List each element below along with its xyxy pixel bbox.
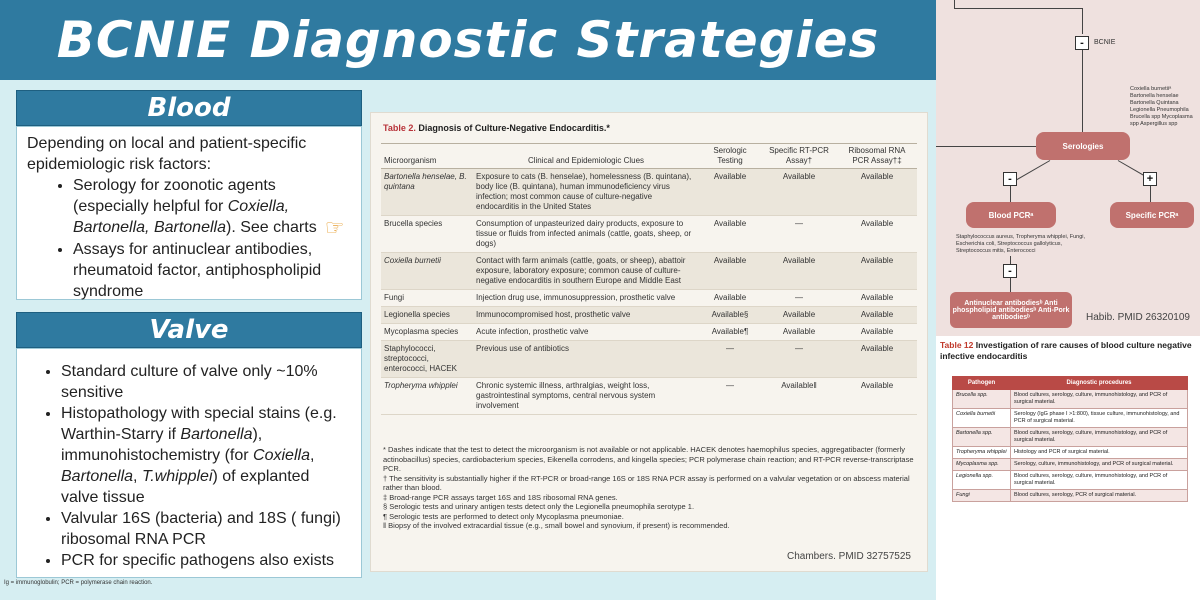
table12-figure [936, 336, 1200, 600]
table2-cell-organism: Mycoplasma species [381, 324, 473, 341]
table2-cell-serologic: — [699, 378, 761, 415]
table2-cell-organism: Brucella species [381, 216, 473, 253]
table12-cell-procedure: Histology and PCR of surgical material. [1011, 447, 1188, 459]
table12-cell-pathogen: Brucella spp. [953, 390, 1011, 409]
table2-cell-ribosomal: Available [837, 290, 917, 307]
table2-col-header: Ribosomal RNA PCR Assay†‡ [837, 144, 917, 169]
flow-connector [954, 8, 1082, 9]
table2-cell-ribosomal: Available [837, 216, 917, 253]
bcnie-label: BCNIE [1094, 39, 1116, 46]
table12-cell-pathogen: Legionella spp. [953, 471, 1011, 490]
table2-cell-organism: Fungi [381, 290, 473, 307]
flow-connector [1082, 8, 1083, 34]
table2-cell-ribosomal: Available [837, 307, 917, 324]
blood-intro: Depending on local and patient-specific epidemiologic risk factors: [27, 135, 307, 173]
table2 [381, 143, 917, 415]
flowchart-figure [936, 0, 1200, 336]
table12-cell-procedure: Serology (IgG phase I >1:800), tissue culture, immunohistology, and PCR of surgical material. [1011, 409, 1188, 428]
blood-panel [16, 126, 362, 300]
table2-cell-ribosomal: Available [837, 341, 917, 378]
table12-number: Table 12 [940, 340, 974, 350]
table2-cell-clue: Exposure to cats (B. henselae), homelessness (B. quintana), body lice (B. quintana), human immunodeficiency virus infection; most common cause of culture-negative endocarditis in the United States [473, 169, 699, 216]
table12-cell-procedure: Blood cultures, serology, culture, immunohistology, and PCR of surgical material. [1011, 428, 1188, 447]
blood-item-text: ). See charts [225, 219, 317, 237]
flow-connector [954, 0, 955, 8]
table12 [952, 376, 1188, 502]
flow-connector [1010, 186, 1011, 202]
table2-cell-rtpcr: Available [761, 324, 837, 341]
table2-footnote: * Dashes indicate that the test to detect the microorganism is not available or not applicable. HACEK denotes haemophilus species, aggregatibacter (formerly actinobacillus) species, cardiobacterium species, Eikenella corrodens, and kingella species; PCR polymerase chain reaction; and RT-PCR reverse-transcriptase PCR. [383, 445, 914, 473]
pointing-hand-icon: ☞ [324, 215, 345, 240]
table2-cell-ribosomal: Available [837, 253, 917, 290]
blood-item-serology [73, 175, 351, 239]
flow-connector [1010, 278, 1011, 292]
blood-heading-text: Blood [147, 93, 231, 123]
blood-pcr-node: Blood PCRᵃ [966, 202, 1056, 228]
table12-row [953, 409, 1188, 428]
table12-cell-procedure: Blood cultures, serology, culture, immunohistology, and PCR of surgical material. [1011, 390, 1188, 409]
table2-row [381, 290, 917, 307]
blood-heading [16, 90, 362, 126]
table2-cell-rtpcr: Available‖ [761, 378, 837, 415]
page-title: BCNIE Diagnostic Strategies [56, 11, 880, 69]
blood-list [27, 175, 351, 302]
table2-header-row [381, 144, 917, 169]
table2-citation: Chambers. PMID 32757525 [787, 551, 911, 562]
blood-item-italic: Coxiella, Bartonella, Bartonella [73, 198, 290, 237]
table2-number: Table 2. [383, 123, 416, 133]
table2-cell-clue: Previous use of antibiotics [473, 341, 699, 378]
table2-row [381, 216, 917, 253]
table2-row [381, 169, 917, 216]
title-banner [0, 0, 936, 80]
valve-item-italic: Coxiella [253, 447, 310, 464]
table12-cell-pathogen: Tropheryma whipplei [953, 447, 1011, 459]
blood-item-assays: • Assays for antinuclear antibodies, rheumatoid factor, antiphospholipid syndrome [73, 239, 351, 302]
table2-footnote: ‡ Broad-range PCR assays target 16S and 18S ribosomal RNA genes. [383, 492, 618, 502]
table2-cell-rtpcr: Available [761, 169, 837, 216]
blood-item-text: Serology for zoonotic agents (especially helpful for [73, 177, 276, 215]
table12-cell-pathogen: Bartonella spp. [953, 428, 1011, 447]
table12-row [953, 447, 1188, 459]
table2-cell-ribosomal: Available [837, 324, 917, 341]
table2-cell-organism: Staphylococci, streptococci, enterococci, HACEK [381, 341, 473, 378]
table2-footnote: ‖ Biopsy of the involved extracardial tissue (e.g., small bowel and synovium, if present) is recommended. [383, 521, 730, 530]
minus-box: - [1003, 264, 1017, 278]
valve-item-text: Histopathology with special stains (e.g. Warthin-Starry if [61, 405, 337, 443]
table2-cell-ribosomal: Available [837, 378, 917, 415]
table2-cell-serologic: Available [699, 169, 761, 216]
plus-box: + [1143, 172, 1157, 186]
table2-row [381, 253, 917, 290]
table2-cell-clue: Injection drug use, immunosuppression, prosthetic valve [473, 290, 699, 307]
serologies-node: Serologies [1036, 132, 1130, 160]
table2-cell-clue: Consumption of unpasteurized dairy products, exposure to tissue or fluids from infected animals (cattle, goats, sheep, or dogs) [473, 216, 699, 253]
table2-cell-clue: Chronic systemic illness, arthralgias, weight loss, gastrointestinal symptoms, central nervous system involvement [473, 378, 699, 415]
table2-footnotes [383, 445, 919, 531]
table12-cell-pathogen: Mycoplasma spp. [953, 459, 1011, 471]
flow-connector [1010, 256, 1011, 264]
table12-header-row [953, 377, 1188, 390]
flow-connector [1150, 186, 1151, 202]
table2-footnote: † The sensitivity is substantially higher if the RT-PCR or broad-range 16S or 18S RNA PCR assay is performed on a valvular vegetation or on abscess material rather than blood. [383, 473, 910, 492]
table2-row [381, 378, 917, 415]
table2-cell-serologic: Available¶ [699, 324, 761, 341]
table12-row [953, 490, 1188, 502]
minus-box: - [1075, 36, 1089, 50]
valve-item-rrna-pcr: • Valvular 16S (bacteria) and 18S ( fungi) ribosomal RNA PCR [61, 508, 351, 550]
table12-row [953, 471, 1188, 490]
table2-cell-rtpcr: — [761, 216, 837, 253]
table2-cell-rtpcr: — [761, 341, 837, 378]
valve-heading-text: Valve [149, 315, 229, 345]
flowchart-citation: Habib. PMID 26320109 [1086, 312, 1190, 323]
table2-cell-serologic: Available§ [699, 307, 761, 324]
table2-title [383, 123, 610, 133]
table12-cell-procedure: Blood cultures, serology, PCR of surgical material. [1011, 490, 1188, 502]
valve-item-histopathology [61, 403, 351, 508]
table2-footnote: ¶ Serologic tests are performed to detect only Mycoplasma pneumoniae. [383, 511, 624, 521]
table12-row [953, 459, 1188, 471]
specific-pcr-node: Specific PCRᵃ [1110, 202, 1194, 228]
table2-cell-clue: Immunocompromised host, prosthetic valve [473, 307, 699, 324]
table12-row [953, 390, 1188, 409]
table2-col-header: Serologic Testing [699, 144, 761, 169]
table12-title [940, 340, 1198, 362]
table2-cell-organism: Tropheryma whipplei [381, 378, 473, 415]
valve-item-text: ) of explanted valve tissue [61, 468, 310, 506]
table2-cell-organism: Bartonella henselae, B. quintana [381, 169, 473, 216]
table12-col-header: Pathogen [953, 377, 1011, 390]
table12-cell-pathogen: Fungi [953, 490, 1011, 502]
valve-item-text: ), immunohistochemistry (for [61, 426, 263, 464]
table2-cell-rtpcr: Available [761, 253, 837, 290]
antibodies-node: Antinuclear antibodiesᵇ Anti phospholipid antibodiesᵇ Anti-Pork antibodiesᵇ [950, 292, 1072, 328]
table2-col-header: Specific RT-PCR Assay† [761, 144, 837, 169]
table2-cell-rtpcr: Available [761, 307, 837, 324]
table2-row [381, 324, 917, 341]
valve-item-italic: Bartonella [61, 468, 134, 485]
table2-cell-organism: Coxiella burnetii [381, 253, 473, 290]
valve-list [27, 361, 351, 571]
table2-row [381, 307, 917, 324]
table12-cell-procedure: Blood cultures, serology, culture, immunohistology, and PCR of surgical material. [1011, 471, 1188, 490]
valve-item-culture: • Standard culture of valve only ~10% sensitive [61, 361, 351, 403]
valve-item-text: , [309, 447, 315, 464]
valve-panel [16, 348, 362, 578]
table2-cell-serologic: Available [699, 253, 761, 290]
table2-body [381, 169, 917, 415]
table2-cell-organism: Legionella species [381, 307, 473, 324]
table2-row [381, 341, 917, 378]
valve-item-italic: Bartonella [180, 426, 253, 443]
flow-connector [936, 146, 1036, 147]
valve-heading [16, 312, 362, 348]
table12-title-text: Investigation of rare causes of blood culture negative infective endocarditis [940, 340, 1192, 361]
table2-cell-ribosomal: Available [837, 169, 917, 216]
table12-col-header: Diagnostic procedures [1011, 377, 1188, 390]
table2-cell-rtpcr: — [761, 290, 837, 307]
table12-cell-procedure: Serology, culture, immunohistology, and PCR of surgical material. [1011, 459, 1188, 471]
table2-col-header: Microorganism [381, 144, 473, 169]
serology-pathogen-list: Coxiella burnetiiᵃ Bartonella henselae Bartonella Quintana Legionella Pneumophila Brucella spp Mycoplasma spp Aspergillus spp [1130, 86, 1193, 127]
table2-col-header: Clinical and Epidemiologic Clues [473, 144, 699, 169]
valve-item-specific-pcr: • PCR for specific pathogens also exists [61, 550, 351, 571]
table2-footnote: § Serologic tests and urinary antigen tests detect only the Legionella pneumophila serotype 1. [383, 502, 695, 511]
table12-footnote: Ig = immunoglobulin; PCR = polymerase chain reaction. [4, 580, 153, 586]
flow-connector [1082, 50, 1083, 132]
valve-item-italic: T.whipplei [141, 468, 213, 485]
table2-cell-serologic: Available [699, 216, 761, 253]
valve-item-text: , [133, 468, 142, 485]
table2-figure [370, 112, 928, 572]
table2-cell-serologic: Available [699, 290, 761, 307]
table2-cell-clue: Acute infection, prosthetic valve [473, 324, 699, 341]
pcr-pathogen-list: Staphylococcus aureus, Tropheryma whipplei, Fungi, Escherichia coli, Streptococcus gallolyticus, Streptococcus mitis, Enterococci [956, 234, 1086, 254]
table12-body [953, 390, 1188, 502]
table12-row [953, 428, 1188, 447]
table2-cell-clue: Contact with farm animals (cattle, goats, or sheep), abattoir exposure, laboratory exposure; common cause of culture-negative endocarditis in southern Europe and Middle East [473, 253, 699, 290]
table2-title-text: Diagnosis of Culture-Negative Endocarditis.* [415, 123, 610, 133]
minus-box: - [1003, 172, 1017, 186]
table2-cell-serologic: — [699, 341, 761, 378]
table12-cell-pathogen: Coxiella burnetii [953, 409, 1011, 428]
